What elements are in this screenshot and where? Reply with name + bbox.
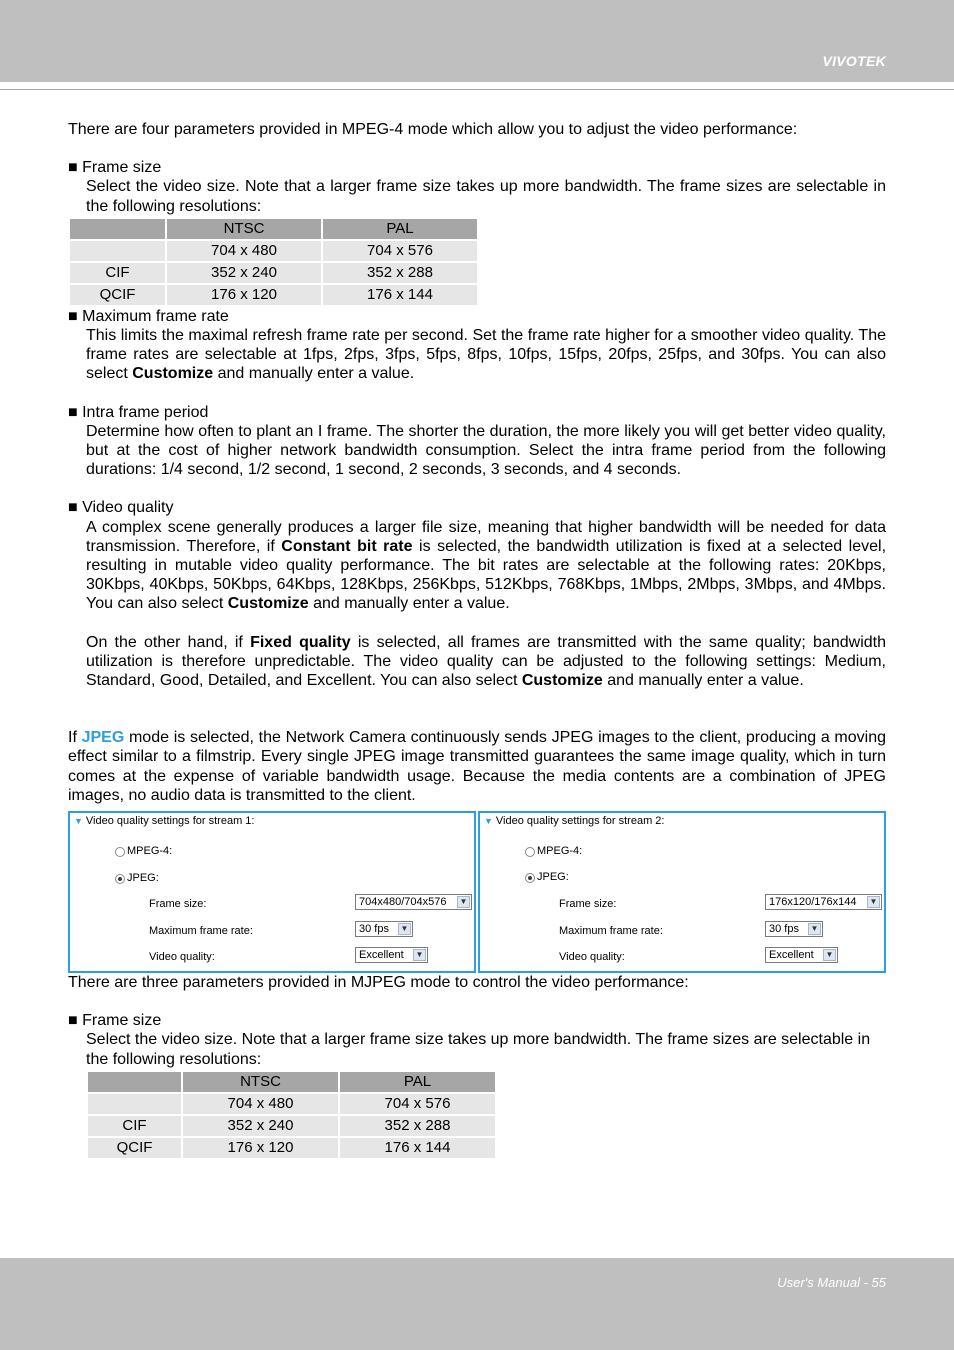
frame-size-select[interactable]: 176x120/176x144 ▼ xyxy=(765,894,882,910)
table-row xyxy=(88,1094,495,1114)
table-header-cell: PAL xyxy=(340,1072,495,1092)
fixed-quality-desc: On the other hand, if Fixed quality is selected, all frames are transmitted with the same quality; bandwidth utilization is therefore unpredictable. The video quality can be adjusted to the following settings: Medium, Standard, Good, Detailed, and Excellent. You can also select Customize and manually enter a value. xyxy=(86,633,886,690)
table-cell: QCIF xyxy=(88,1138,181,1158)
page-footer xyxy=(0,1258,954,1350)
panel-title[interactable]: ▼ Video quality settings for stream 1: xyxy=(74,815,255,828)
mjpeg-frame-size-desc: Select the video size. Note that a larger frame size takes up more bandwidth. The frame sizes are selectable in the following resolutions: xyxy=(86,1031,871,1068)
mjpeg-intro: There are three parameters provided in MJPEG mode to control the video performance: xyxy=(68,974,689,992)
stream-settings-panels xyxy=(68,811,886,973)
table-cell: 176 x 120 xyxy=(167,285,321,305)
frame-rate-select[interactable]: 30 fps ▼ xyxy=(765,921,823,937)
radio-selected-icon xyxy=(115,874,125,884)
frame-rate-label: Maximum frame rate: xyxy=(559,925,663,938)
mjpeg-frame-size-title: ■ Frame size xyxy=(68,1012,162,1030)
frame-rate-label: Maximum frame rate: xyxy=(149,925,253,938)
radio-icon xyxy=(525,847,535,857)
frame-rate-select[interactable]: 30 fps ▼ xyxy=(355,921,413,937)
table-header-cell: NTSC xyxy=(167,219,321,239)
chevron-down-icon: ▼ xyxy=(867,896,880,908)
intra-title: ■ Intra frame period xyxy=(68,403,209,421)
chevron-down-icon: ▼ xyxy=(74,816,83,827)
table-cell: 352 x 240 xyxy=(167,263,321,283)
frame-rate-title: ■ Maximum frame rate xyxy=(68,307,229,325)
quality-label: Video quality: xyxy=(559,951,625,964)
quality-select[interactable]: Excellent ▼ xyxy=(355,947,428,963)
table-cell: 704 x 576 xyxy=(323,241,477,261)
jpeg-radio[interactable]: JPEG: xyxy=(115,872,159,885)
mjpeg-resolution-table xyxy=(86,1070,497,1160)
table-cell: 176 x 144 xyxy=(340,1138,495,1158)
table-cell: 176 x 144 xyxy=(323,285,477,305)
table-cell: 352 x 288 xyxy=(340,1116,495,1136)
table-header-cell xyxy=(88,1072,181,1092)
radio-icon xyxy=(115,847,125,857)
table-header-cell xyxy=(70,219,165,239)
intra-desc: Determine how often to plant an I frame. The shorter the duration, the more likely you will get better video quality, but at the cost of higher network bandwidth consumption. Select the intra frame period from the following durations: 1/4 second, 1/2 second, 1 second, 2 seconds, 3 seconds, and 4 seconds. xyxy=(86,422,886,479)
resolution-table xyxy=(68,217,479,307)
table-cell: 352 x 240 xyxy=(183,1116,338,1136)
video-quality-title: ■ Video quality xyxy=(68,499,174,517)
mpeg4-radio[interactable]: MPEG-4: xyxy=(115,845,172,858)
table-row xyxy=(70,285,477,305)
header-rule xyxy=(0,89,954,90)
frame-size-select[interactable]: 704x480/704x576 ▼ xyxy=(355,894,472,910)
frame-size-label: Frame size: xyxy=(149,898,207,911)
frame-size-label: Frame size: xyxy=(559,898,617,911)
table-cell: 176 x 120 xyxy=(183,1138,338,1158)
stream2-settings-panel xyxy=(478,811,886,973)
table-row xyxy=(70,241,477,261)
table-header-cell: PAL xyxy=(323,219,477,239)
table-cell: 352 x 288 xyxy=(323,263,477,283)
table-cell: CIF xyxy=(88,1116,181,1136)
table-cell: 704 x 480 xyxy=(167,241,321,261)
table-cell: QCIF xyxy=(70,285,165,305)
panel-title[interactable]: ▼ Video quality settings for stream 2: xyxy=(484,815,665,828)
table-cell: CIF xyxy=(70,263,165,283)
video-quality-desc: A complex scene generally produces a larger file size, meaning that higher bandwidth will be needed for data transmission. Therefore, if Constant bit rate is selected, the bandwidth utilization is fixed at a selected level, resulting in mutable video quality performance. The bit rates are selectable at the following rates: 20Kbps, 30Kbps, 40Kbps, 50Kbps, 64Kbps, 128Kbps, 256Kbps, 512Kbps, 768Kbps, 1Mbps, 2Mbps, 3Mbps, and 4Mbps. You can also select Customize and manually enter a value. xyxy=(86,518,887,613)
table-header-row xyxy=(70,219,477,239)
page-header xyxy=(0,0,954,82)
table-cell xyxy=(70,241,165,261)
chevron-down-icon: ▼ xyxy=(808,923,821,935)
chevron-down-icon: ▼ xyxy=(398,923,411,935)
page-content xyxy=(68,120,886,1160)
chevron-down-icon: ▼ xyxy=(457,896,470,908)
table-cell: 704 x 576 xyxy=(340,1094,495,1114)
table-header-cell: NTSC xyxy=(183,1072,338,1092)
mpeg4-radio[interactable]: MPEG-4: xyxy=(525,845,582,858)
page-number: User's Manual - 55 xyxy=(777,1275,886,1290)
table-row xyxy=(88,1138,495,1158)
frame-size-title: ■ Frame size xyxy=(68,159,162,177)
frame-rate-desc: This limits the maximal refresh frame rate per second. Set the frame rate higher for a smoother video quality. The frame rates are selectable at 1fps, 2fps, 3fps, 5fps, 8fps, 10fps, 15fps, 20fps, 25fps, and 30fps. You can also select Customize and manually enter a value. xyxy=(86,327,886,383)
table-cell xyxy=(88,1094,181,1114)
mpeg4-intro: There are four parameters provided in MPEG-4 mode which allow you to adjust the video performance: xyxy=(68,121,798,138)
stream1-settings-panel xyxy=(68,811,476,973)
jpeg-intro: If JPEG mode is selected, the Network Camera continuously sends JPEG images to the client, producing a moving effect similar to a filmstrip. Every single JPEG image transmitted guarantees the same image quality, which in turn comes at the expense of variable bandwidth usage. Because the media contents are a combination of JPEG images, no audio data is transmitted to the client. xyxy=(68,729,886,804)
table-row xyxy=(70,263,477,283)
frame-size-desc: Select the video size. Note that a larger frame size takes up more bandwidth. The frame sizes are selectable in the following resolutions: xyxy=(86,178,886,215)
quality-select[interactable]: Excellent ▼ xyxy=(765,947,838,963)
chevron-down-icon: ▼ xyxy=(413,949,426,961)
radio-selected-icon xyxy=(525,873,535,883)
table-cell: 704 x 480 xyxy=(183,1094,338,1114)
chevron-down-icon: ▼ xyxy=(484,816,493,827)
jpeg-radio[interactable]: JPEG: xyxy=(525,871,569,884)
table-header-row xyxy=(88,1072,495,1092)
chevron-down-icon: ▼ xyxy=(823,949,836,961)
table-row xyxy=(88,1116,495,1136)
brand-name: VIVOTEK xyxy=(822,53,886,69)
quality-label: Video quality: xyxy=(149,951,215,964)
